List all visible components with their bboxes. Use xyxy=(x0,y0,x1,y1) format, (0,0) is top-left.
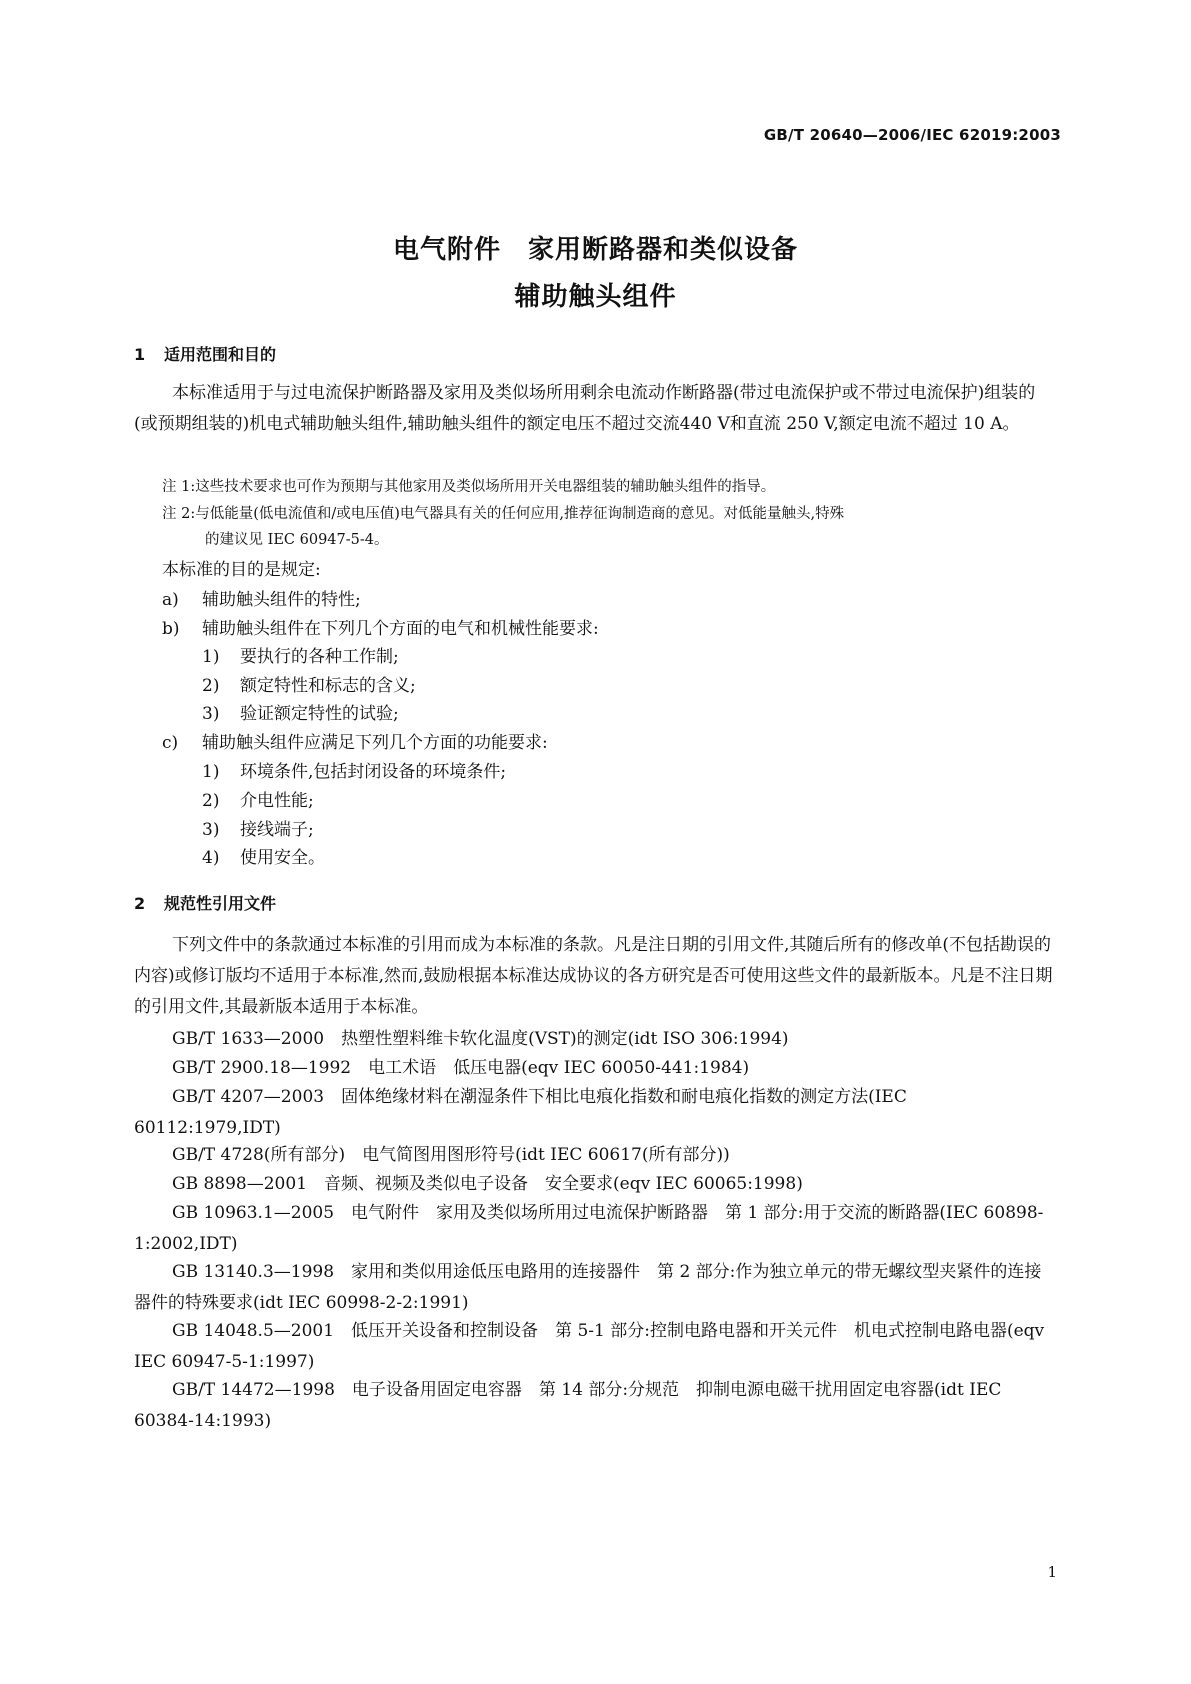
section-title: 规范性引用文件 xyxy=(164,894,277,913)
section-title: 适用范围和目的 xyxy=(164,345,277,364)
list-subitem: 3) 接线端子; xyxy=(202,820,314,840)
list-subitem: 1) 要执行的各种工作制; xyxy=(202,647,399,667)
section-number: 1 xyxy=(134,345,146,364)
list-subitem: 2) 额定特性和标志的含义; xyxy=(202,676,416,696)
section-2-heading xyxy=(134,891,276,914)
section-1-heading xyxy=(134,342,276,365)
note-2 xyxy=(162,502,844,523)
page-number: 1 xyxy=(1047,1563,1057,1581)
list-item: b) 辅助触头组件在下列几个方面的电气和机械性能要求: xyxy=(162,619,599,639)
purpose-statement: 本标准的目的是规定: xyxy=(162,560,321,580)
list-item: c) 辅助触头组件应满足下列几个方面的功能要求: xyxy=(162,733,548,753)
document-title-line1: 电气附件 家用断路器和类似设备 xyxy=(392,235,798,265)
note-text: 这些技术要求也可作为预期与其他家用及类似场所用开关电器组装的辅助触头组件的指导。 xyxy=(195,479,776,495)
list-subitem: 4) 使用安全。 xyxy=(202,848,325,868)
standard-code: GB/T 20640—2006/IEC 62019:2003 xyxy=(763,126,1061,144)
reference-item: GB/T 4207—2003 固体绝缘材料在潮湿条件下相比电痕化指数和耐电痕化指数的测定方法(IEC 60112:1979,IDT) xyxy=(134,1087,907,1138)
note-label: 注 2: xyxy=(162,506,196,522)
note-1 xyxy=(162,475,775,496)
reference-item: GB/T 2900.18—1992 电工术语 低压电器(eqv IEC 60050-441:1984) xyxy=(172,1058,750,1078)
reference-item: GB/T 4728(所有部分) 电气简图用图形符号(idt IEC 60617(所有部分)) xyxy=(172,1145,730,1165)
list-subitem: 2) 介电性能; xyxy=(202,791,314,811)
reference-item: GB 13140.3—1998 家用和类似用途低压电路用的连接器件 第 2 部分:作为独立单元的带无螺纹型夹紧件的连接器件的特殊要求(idt IEC 60998-2-2:1991) xyxy=(134,1262,1042,1313)
reference-item: GB/T 1633—2000 热塑性塑料维卡软化温度(VST)的测定(idt ISO 306:1994) xyxy=(172,1029,789,1049)
note-2-continuation: 的建议见 IEC 60947-5-4。 xyxy=(205,532,389,548)
document-title-line2: 辅助触头组件 xyxy=(514,282,677,312)
section-2-intro: 下列文件中的条款通过本标准的引用而成为本标准的条款。凡是注日期的引用文件,其随后所有的修改单(不包括勘误的内容)或修订版均不适用于本标准,然而,鼓励根据本标准达成协议的各方研究是否可使用这些文件的最新版本。凡是不注日期的引用文件,其最新版本适用于本标准。 xyxy=(134,935,1053,1017)
reference-item: GB 10963.1—2005 电气附件 家用及类似场所用过电流保护断路器 第 1 部分:用于交流的断路器(IEC 60898-1:2002,IDT) xyxy=(134,1203,1044,1254)
note-label: 注 1: xyxy=(162,479,196,495)
reference-item: GB/T 14472—1998 电子设备用固定电容器 第 14 部分:分规范 抑制电源电磁干扰用固定电容器(idt IEC 60384-14:1993) xyxy=(134,1380,1002,1431)
list-subitem: 1) 环境条件,包括封闭设备的环境条件; xyxy=(202,762,507,782)
list-item: a) 辅助触头组件的特性; xyxy=(162,590,361,610)
reference-item: GB 8898—2001 音频、视频及类似电子设备 安全要求(eqv IEC 60065:1998) xyxy=(172,1174,803,1194)
section-number: 2 xyxy=(134,894,146,913)
note-text: 与低能量(低电流值和/或电压值)电气器具有关的任何应用,推荐征询制造商的意见。对低能量触头,特殊 xyxy=(195,506,845,522)
reference-item: GB 14048.5—2001 低压开关设备和控制设备 第 5-1 部分:控制电路电器和开关元件 机电式控制电路电器(eqv IEC 60947-5-1:1997) xyxy=(134,1321,1045,1372)
section-1-intro: 本标准适用于与过电流保护断路器及家用及类似场所用剩余电流动作断路器(带过电流保护或不带过电流保护)组装的(或预期组装的)机电式辅助触头组件,辅助触头组件的额定电压不超过交流440 V和直流 250 V,额定电流不超过 10 A。 xyxy=(134,383,1036,434)
list-subitem: 3) 验证额定特性的试验; xyxy=(202,704,399,724)
